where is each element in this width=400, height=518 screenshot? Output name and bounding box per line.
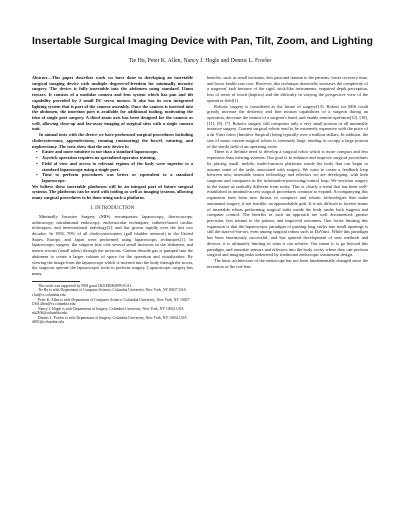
task-item: • Easier and more intuitive to use than a standard laparoscope. <box>42 149 193 155</box>
body-paragraph-endoscope: The basic architecture of the endoscope has not been fundamentally changed since the invention of the rod-lens <box>207 258 368 269</box>
abstract-closing: We believe these insertable platforms will be an integral part of future surgical systems. The platforms can be used with tooling as well as imaging systems, allowing many surgical procedures to be done using such a platform. <box>32 183 193 201</box>
footnote-author-1: Tie Hu is with Department of Computer Science, Columbia University, New York, NY10027 USA t.hu@cs.columbia.edu <box>32 288 186 297</box>
paper-title: Insertable Surgical Imaging Device with Pan, Tilt, Zoom, and Lighting <box>32 36 374 47</box>
abstract-tasks-intro: In animal tests with the device we have performed surgical procedures including cholecystectomy, appendectomy, running (measuring) the bowel, suturing, and nephrectomy. The tests show that the new device is: <box>32 132 193 149</box>
intro-paragraph: Minimally Invasive Surgery (MIS) encompasses laparoscopy, thoracoscopy, arthroscopy, intraluminal endoscopy, endovascular techniques, catheter-based cardiac techniques, and interventional radiology[2], and has grown rapidly over the last two decades. In 1992, 70% of all cholecystectomies (gall bladder removal) in the United States, Europe, and Japan were performed using laparoscopic techniques[1]. In laparoscopic surgery, the surgeon first cuts several small incisions in the abdomen, and inserts trocars (small tubes) through the incisions. Carbon dioxide gas is pumped into the abdomen to create a larger volume of space for the operation and visualization. By viewing the image from the laparoscope which is inserted into the body through the trocar, the surgeons operate the laparoscopic tools to perform surgery. Laparoscopic surgery has many <box>32 213 193 276</box>
body-paragraph-robotic-surgery: Robotic surgery is considered as the future of surgery[13]. Robots for MIS could greatly increase the dexterity and fine motion capabilities of a surgeon during an operation, decrease the tremor of a surgeon's hand, and enable remote operation[12], [18], [11], [9], [7]. Robotic surgery still comprises only a very small portion of all minimally invasive surgery. Current surgical robots tend to be extremely expensive with the price of a da Vinci robot (Intuitive Surgical) being typically over a million dollars. In addition, the size of many current surgical robots is extremely large, tending to occupy a large portion of the sterile field of an operating room. <box>207 103 368 149</box>
body-paragraph-continued: benefits, such as small incisions, less pain and trauma to the patients, faster recovery time, and lower health care cost. However, this technique drastically increases the complexity of a surgeons' task because of the rigid, stick-like instruments, impaired depth perception, loss of sense of touch (haptics) and the difficulty in varying the perspective view of the operative field[1]. <box>207 75 368 103</box>
paper-authors: Tie Hu, Peter K. Allen, Nancy J. Hogle and Dennis L. Fowler <box>128 58 272 64</box>
section-heading-introduction: I. INTRODUCTION <box>90 205 135 211</box>
footnote-author-4: Dennis L. Fowler is with Department of Surgery, Columbia University, New York, NY 10032 USA dlf91@columbia.edu <box>32 315 187 325</box>
left-column <box>32 75 193 325</box>
task-item: • Field of view and access to relevant regions of the body were superior to a standard laparoscope using a single port. <box>42 161 193 172</box>
footnote-author-2: Peter K. Allen is with Department of Computer Science, Columbia University, New York, NY 10027 USA allen@cs.columbia.edu <box>32 297 190 307</box>
task-item: • Time to perform procedures was better or equivalent to a standard laparoscope. <box>42 172 193 183</box>
footnote-divider <box>32 281 80 282</box>
abstract-text: —This paper describes work we have done in developing an insertable surgical imaging device with multiple degrees-of-freedom for minimally invasive surgery. The device is fully insertable into the abdomen using standard 12mm trocars. It consists of a modular camera and lens system which has pan and tilt capability provided by 2 small DC servo motors. It also has its own integrated lighting system that is part of the camera assembly. Once the camera is inserted into the abdomen, the insertion port is available for additional tooling, motivating the idea of single port surgery. A third zoom axis has been designed for the camera as well, allowing close-up and far-away imaging of surgical sites with a single camera unit. <box>32 75 193 132</box>
abstract <box>32 75 193 132</box>
footnote-funding: This work was supported by NIH grant 1R21EB004999-01A1. <box>38 283 133 288</box>
footnote-author-3: Nancy J. Hogle is with Department of Surgery, Columbia University, New York, NY 10032 USA nh2106@columbia.edu <box>32 306 184 316</box>
abstract-task-list <box>35 149 193 183</box>
two-column-body <box>32 75 368 325</box>
abstract-lead: Abstract <box>32 75 48 80</box>
body-paragraph-compact-robot: There is a definite need to develop a surgical robot which is more compact and less expensive than existing systems. Our goal is to enhance and improve surgical procedures by placing small, mobile, multi-function platforms inside the body that can begin to assume some of the tasks associated with surgery. We want to create a feedback loop between new, insertable sensor technology and effectors we are developing, with both surgeons and computers in the information-processing/control loop. We envision surgery in the future as radically different from today. This is clearly a trend that has been well-established as minimal-access surgical procedures continue to expand. Accompanying this expansion have been new thrusts in computer and robotic technologies that make automated surgery, if not feasible, an approachable goal. It is not difficult to foresee teams of insertable robots performing surgical tasks inside the body under both surgeon and computer control. The benefits of such an approach are well documented: greater precision, less trauma to the patient, and improved outcomes. One factor limiting this expansion is that the laparoscopic paradigm of pushing long sticks into small openings is still the state-of-the-art, even among surgical robots such as DaVinci. While this paradigm has been enormously successful, and has spurred development of new methods and devices, it is ultimately limiting in what it can achieve. Our intent is to go beyond this paradigm, and remotize sensors and effectors into the body cavity where they can perform surgical and imaging tasks unfettered by traditional endoscopic instrument design. <box>207 149 368 258</box>
task-item: • Joystick operation requires no specialized operator training. <box>42 155 193 161</box>
right-column <box>207 75 368 325</box>
